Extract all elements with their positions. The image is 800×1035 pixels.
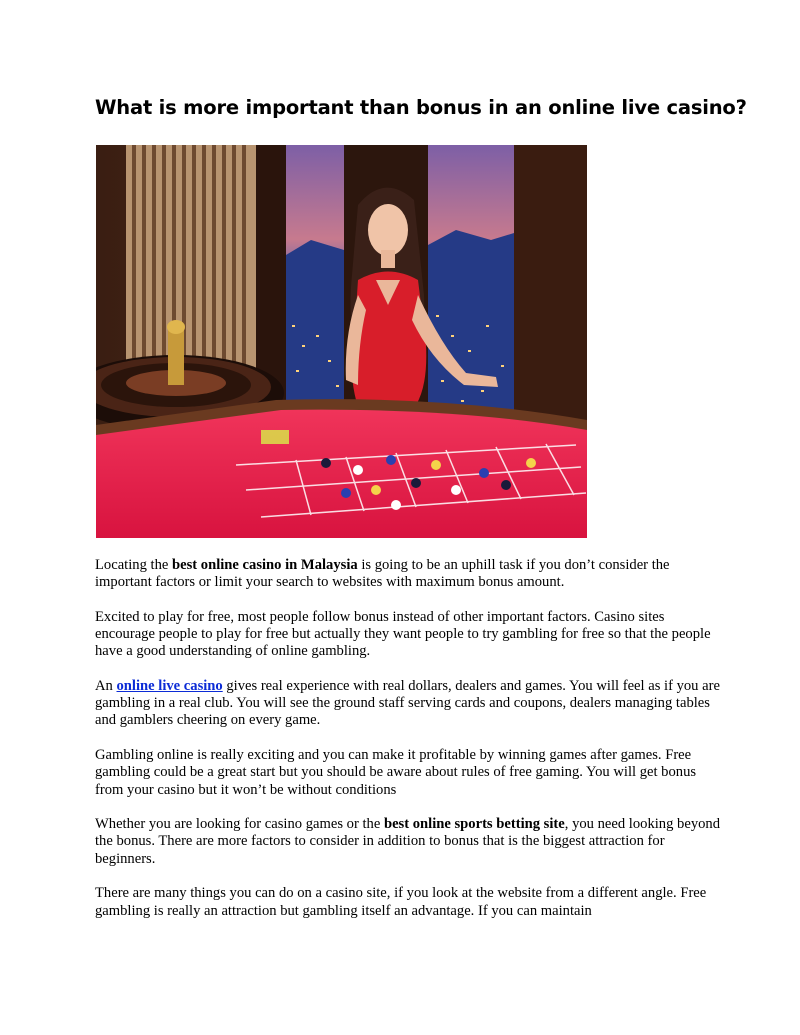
dealer-roulette-image (96, 145, 587, 538)
paragraph-text: gives real experience with real dollars, dealers and games. You will feel as if you are gambling in a real club. You will see the ground staff serving cards and coupons, dealers managing tables and gamblers cheering on every game. (95, 678, 720, 729)
bold-phrase: best online sports betting site (383, 816, 565, 833)
paragraph-text: Whether you are looking for casino games or the (95, 816, 384, 833)
paragraph: Excited to play for free, most people follow bonus instead of other important factors. Casino sites encourage people to play for free but actually they want people to try gambling for free so that the people have a good understanding of online gambling. (95, 608, 711, 660)
paragraph-text: An (95, 678, 117, 695)
live-casino-photo (96, 145, 587, 538)
paragraph-text: , you need looking beyond the bonus. There are more factors to consider in addition to bonus that is the biggest attraction for beginners. (95, 816, 721, 867)
paragraph: Gambling online is really exciting and you can make it profitable by winning games after games. Free gambling could be a great start but you should be aware about rules of free gaming. You will get bonus from your casino but it won’t be without conditions (95, 747, 697, 798)
article-body (95, 557, 720, 937)
paragraph-text: is going to be an uphill task if you don’t consider the important factors or limit your search to websites with maximum bonus amount. (95, 557, 670, 591)
paragraph-text: Locating the (95, 557, 172, 573)
paragraph (95, 557, 720, 591)
online-live-casino-link[interactable]: online live casino (116, 678, 223, 695)
paragraph (95, 816, 720, 868)
paragraph (95, 678, 720, 730)
paragraph: There are many things you can do on a casino site, if you look at the website from a different angle. Free gambling is really an attraction but gambling itself an advantage. If you can maintain (95, 885, 707, 919)
page-title: What is more important than bonus in an online live casino? (95, 96, 747, 119)
bold-phrase: best online casino in Malaysia (172, 557, 358, 573)
